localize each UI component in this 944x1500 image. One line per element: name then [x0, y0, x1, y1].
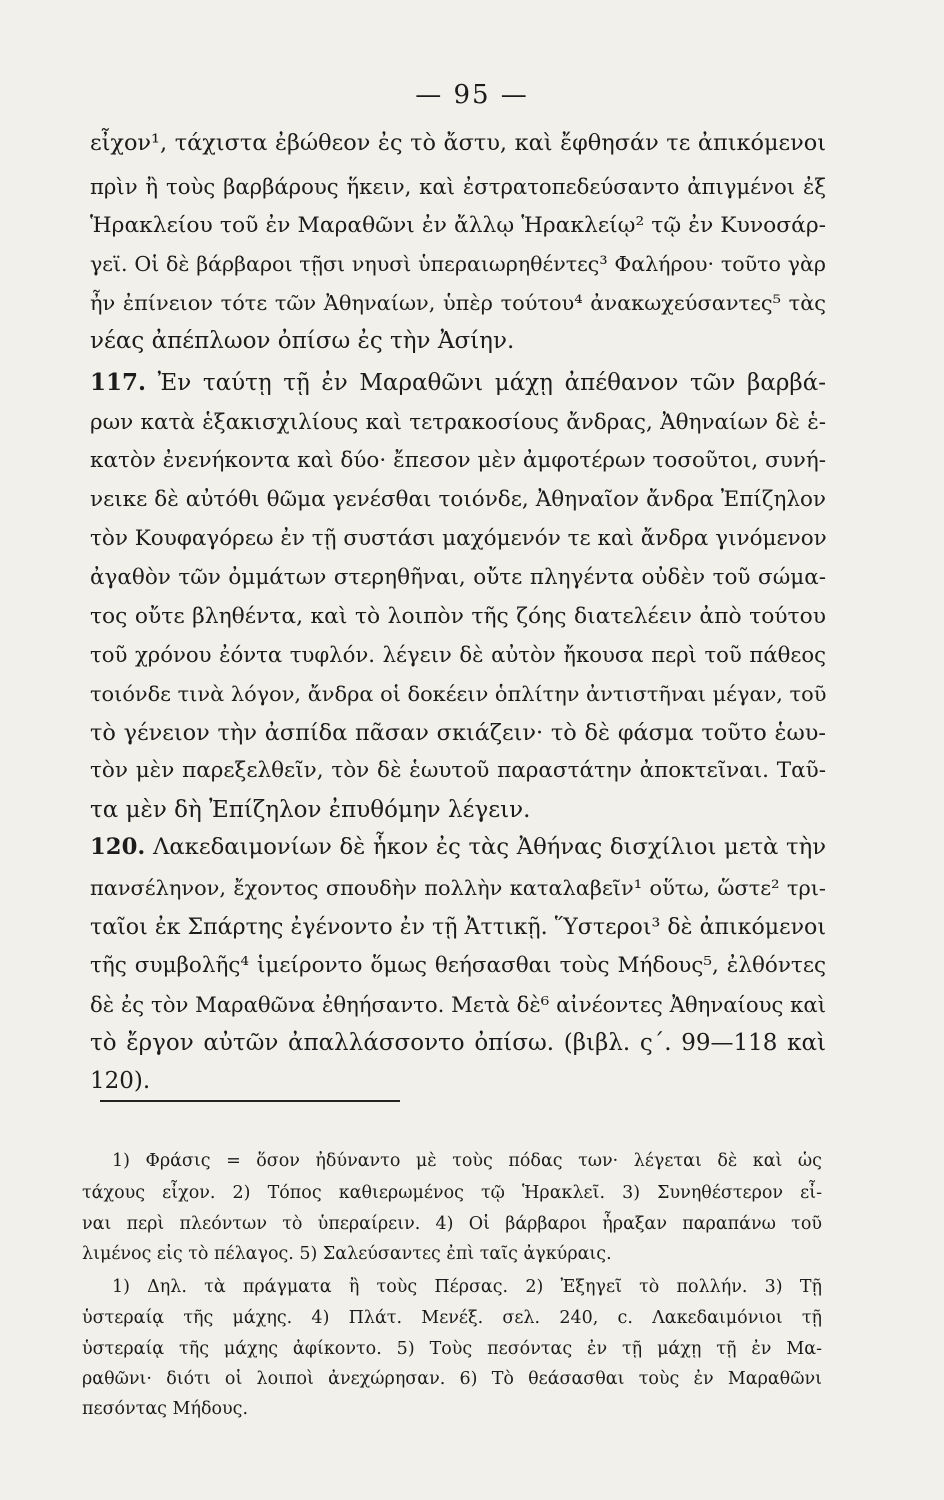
text-line: ἦν ἐπίνειον τότε τῶν Ἀθηναίων, ὑπὲρ τούτου⁴ ἀνακωχεύσαντες⁵ τὰς	[90, 291, 826, 315]
text-line: τὸ ἔργον αὐτῶν ἀπαλλάσσοντο ὀπίσω. (βιβλ. ς΄. 99—118 καὶ	[90, 1030, 826, 1056]
text-line: κατὸν ἐνενήκοντα καὶ δύο· ἔπεσον μὲν ἀμφοτέρων τοσοῦτοι, συνή-	[90, 448, 826, 473]
text-line: πρὶν ἢ τοὺς βαρβάρους ἥκειν, καὶ ἐστρατοπεδεύσαντο ἀπιγμένοι ἐξ	[90, 174, 826, 199]
text-line: ταῖοι ἐκ Σπάρτης ἐγένοντο ἐν τῇ Ἀττικῇ. Ὕστεροι³ δὲ ἀπικόμενοι	[90, 914, 826, 940]
footnote-line: ραθῶνι· διότι οἱ λοιποὶ ἀνεχώρησαν. 6) Τὸ θεάσασθαι τοὺς ἐν Μαραθῶνι	[82, 1369, 822, 1389]
footnote-line: 1) Δηλ. τὰ πράγματα ἢ τοὺς Πέρσας. 2) Ἐξηγεῖ τὸ πολλήν. 3) Τῇ	[112, 1277, 822, 1297]
section-117-first-line	[90, 368, 826, 398]
footnote-line: ὑστεραίᾳ τῆς μάχης. 4) Πλάτ. Μενέξ. σελ. 240, c. Λακεδαιμόνιοι τῇ	[82, 1308, 822, 1328]
text-line: τα μὲν δὴ Ἐπίζηλον ἐπυθόμην λέγειν.	[90, 797, 531, 823]
footnote-line: ναι περὶ πλεόντων τὸ ὑπεραίρειν. 4) Οἱ βάρβαροι ἦραξαν παραπάνω τοῦ	[82, 1214, 822, 1234]
text-line: τὸν μὲν παρεξελθεῖν, τὸν δὲ ἑωυτοῦ παραστάτην ἀποκτεῖναι. Ταῦ-	[90, 758, 826, 783]
page-number: — 95 —	[415, 80, 529, 110]
text-line: νέας ἀπέπλωον ὀπίσω ἐς τὴν Ἀσίην.	[90, 328, 515, 354]
footnote-line: ὑστεραίᾳ τῆς μάχης ἀφίκοντο. 5) Τοὺς πεσόντας ἐν τῇ μάχῃ τῇ ἐν Μα-	[82, 1339, 822, 1359]
text-line: τοιόνδε τινὰ λόγον, ἄνδρα οἱ δοκέειν ὁπλίτην ἀντιστῆναι μέγαν, τοῦ	[90, 682, 827, 706]
footnote-line: λιμένος εἰς τὸ πέλαγος. 5) Σαλεύσαντες ἐπὶ ταῖς ἀγκύραις.	[82, 1244, 612, 1264]
text-line: τὸν Κουφαγόρεω ἐν τῇ συστάσι μαχόμενόν τε καὶ ἄνδρα γινόμενον	[90, 526, 827, 551]
footnote-line: τάχους εἶχον. 2) Τόπος καθιερωμένος τῷ Ἡρακλεῖ. 3) Συνηθέστερον εἶ-	[82, 1183, 822, 1203]
section-117-line: Ἐν ταύτῃ τῇ ἐν Μαραθῶνι μάχῃ ἀπέθανον τῶν βαρβά-	[157, 370, 826, 396]
text-line: εἶχον¹, τάχιστα ἐβώθεον ἐς τὸ ἄστυ, καὶ ἔφθησάν τε ἀπικόμενοι	[90, 130, 826, 156]
footnote-line: 1) Φράσις = ὅσον ἠδύναντο μὲ τοὺς πόδας των· λέγεται δὲ καὶ ὡς	[112, 1151, 822, 1171]
footnote-rule	[100, 1100, 400, 1102]
section-120-line: Λακεδαιμονίων δὲ ἧκον ἐς τὰς Ἀθήνας δισχίλιοι μετὰ τὴν	[152, 834, 826, 860]
text-line: γεϊ. Οἱ δὲ βάρβαροι τῇσι νηυσὶ ὑπεραιωρηθέντες³ Φαλήρου· τοῦτο γὰρ	[90, 252, 826, 276]
text-line: 120).	[90, 1068, 151, 1094]
text-line: ρων κατὰ ἑξακισχιλίους καὶ τετρακοσίους ἄνδρας, Ἀθηναίων δὲ ἑ-	[90, 410, 826, 435]
text-line: τος οὔτε βληθέντα, καὶ τὸ λοιπὸν τῆς ζόης διατελέειν ἀπὸ τούτου	[90, 604, 826, 629]
text-line: τῆς συμβολῆς⁴ ἱμείροντο ὅμως θεήσασθαι τοὺς Μήδους⁵, ἐλθόντες	[90, 953, 826, 978]
section-number-117: 117.	[90, 369, 147, 396]
text-line: πανσέληνον, ἔχοντος σπουδὴν πολλὴν καταλαβεῖν¹ οὕτω, ὥστε² τρι-	[90, 876, 826, 900]
section-120-first-line	[90, 832, 826, 862]
text-line: νεικε δὲ αὐτόθι θῶμα γενέσθαι τοιόνδε, Ἀθηναῖον ἄνδρα Ἐπίζηλον	[90, 487, 826, 512]
text-line: ἀγαθὸν τῶν ὀμμάτων στερηθῆναι, οὔτε πληγέντα οὐδὲν τοῦ σώμα-	[90, 565, 826, 590]
text-line: δὲ ἐς τὸν Μαραθῶνα ἐθηήσαντο. Μετὰ δὲ⁶ αἰνέοντες Ἀθηναίους καὶ	[90, 992, 826, 1017]
footnote-line: πεσόντας Μήδους.	[82, 1399, 249, 1419]
text-line: τὸ γένειον τὴν ἀσπίδα πᾶσαν σκιάζειν· τὸ δὲ φάσμα τοῦτο ἑωυ-	[90, 720, 826, 746]
text-line: τοῦ χρόνου ἐόντα τυφλόν. λέγειν δὲ αὐτὸν ἤκουσα περὶ τοῦ πάθεος	[90, 642, 826, 667]
section-number-120: 120.	[90, 834, 146, 860]
text-line: Ἡρακλείου τοῦ ἐν Μαραθῶνι ἐν ἄλλῳ Ἡρακλείῳ² τῷ ἐν Κυνοσάρ-	[90, 213, 826, 238]
